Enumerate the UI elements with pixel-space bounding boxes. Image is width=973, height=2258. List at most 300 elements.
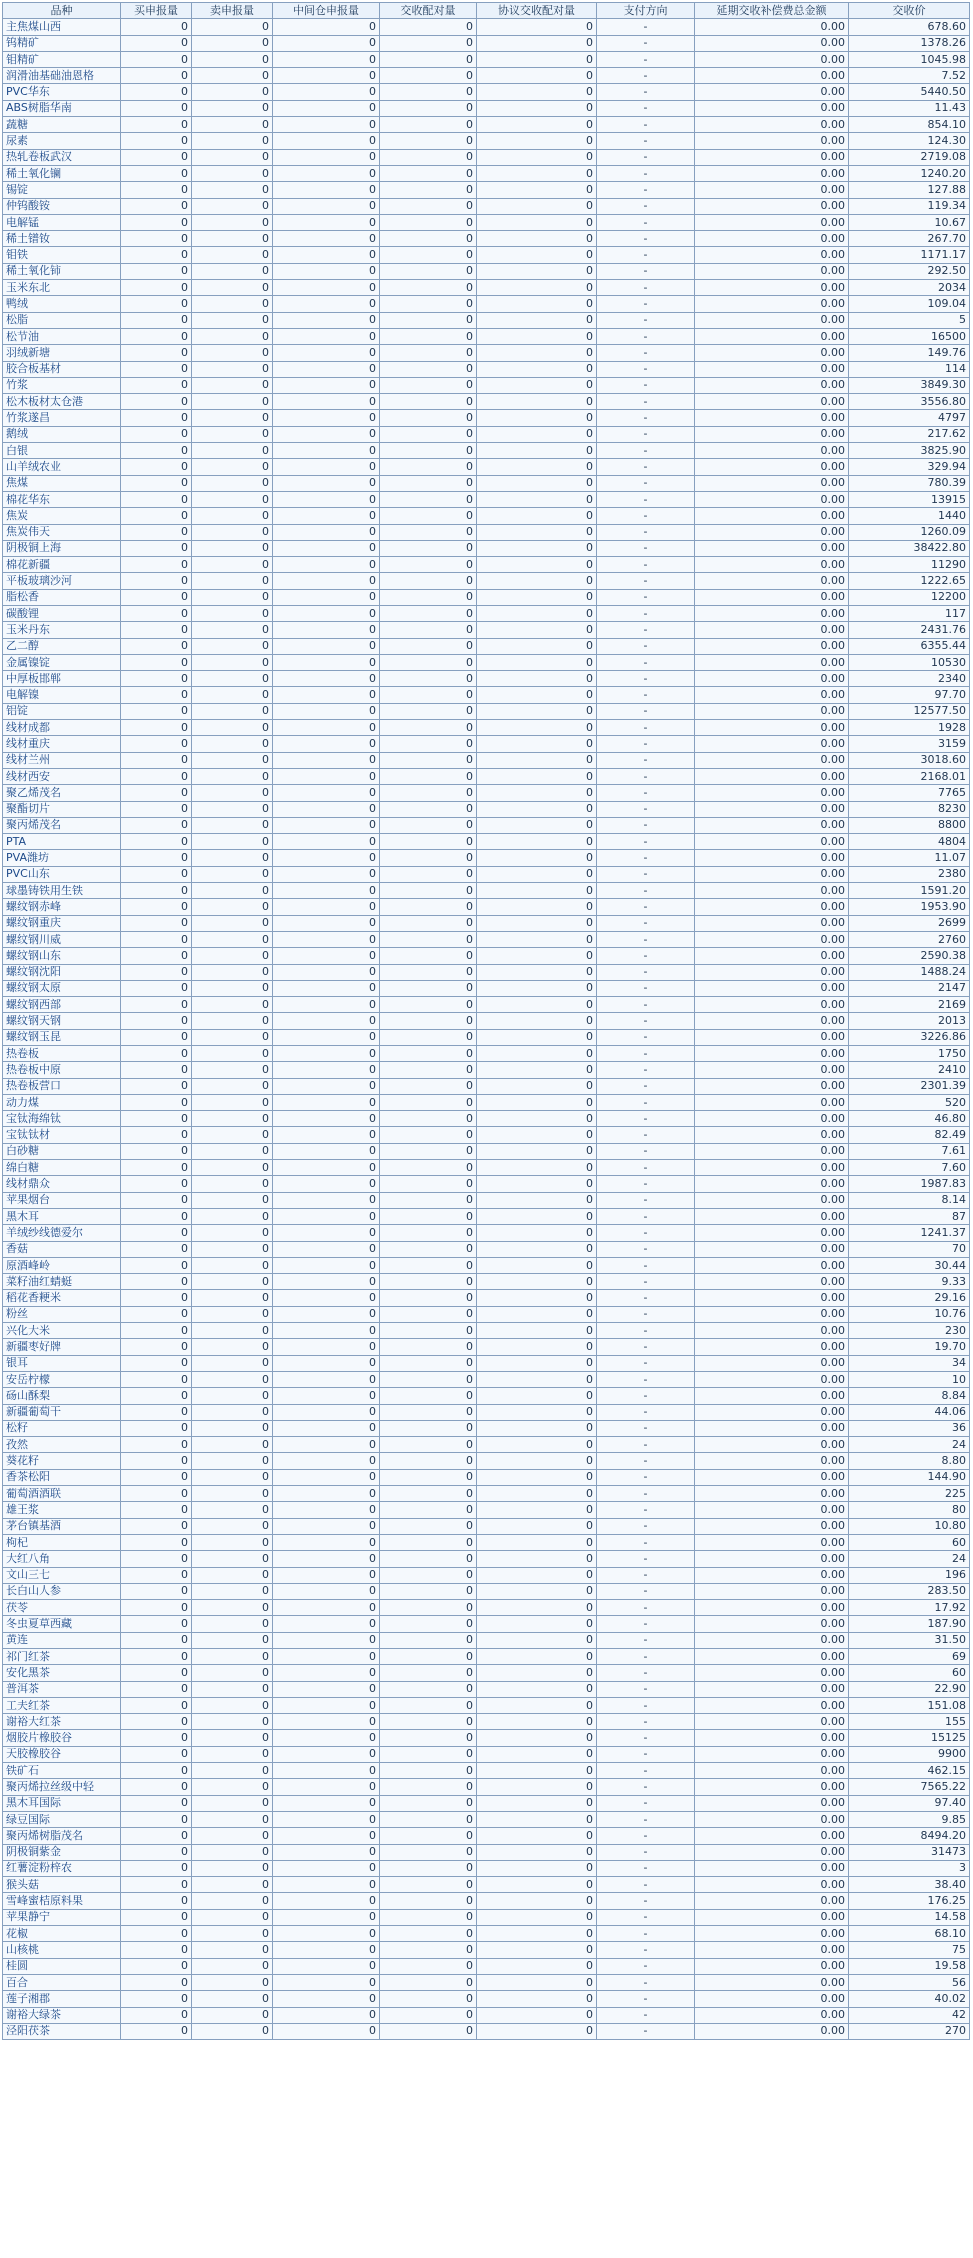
- variety-cell[interactable]: 原酒峰岭: [3, 1257, 121, 1273]
- variety-cell[interactable]: 绿豆国际: [3, 1811, 121, 1827]
- deferred-compensation-cell: 0.00: [695, 1811, 849, 1827]
- variety-cell[interactable]: 山核桃: [3, 1942, 121, 1958]
- payment-direction-cell: -: [597, 1502, 695, 1518]
- variety-cell[interactable]: 球墨铸铁用生铁: [3, 883, 121, 899]
- variety-cell[interactable]: 鸭绒: [3, 296, 121, 312]
- variety-cell[interactable]: PVC华东: [3, 84, 121, 100]
- variety-cell[interactable]: 碳酸锂: [3, 605, 121, 621]
- variety-cell[interactable]: 白砂糖: [3, 1143, 121, 1159]
- variety-cell[interactable]: 菜籽油红蜻蜓: [3, 1274, 121, 1290]
- variety-cell[interactable]: 苹果静宁: [3, 1909, 121, 1925]
- variety-cell[interactable]: 胶合板基材: [3, 361, 121, 377]
- deferred-compensation-cell: 0.00: [695, 361, 849, 377]
- variety-cell[interactable]: 铝锭: [3, 703, 121, 719]
- deferred-compensation-cell: 0.00: [695, 1942, 849, 1958]
- variety-cell[interactable]: 铁矿石: [3, 1763, 121, 1779]
- warehouse-declared-cell: 0: [273, 1583, 380, 1599]
- warehouse-declared-cell: 0: [273, 1991, 380, 2007]
- payment-direction-cell: -: [597, 1029, 695, 1045]
- variety-cell[interactable]: 黑木耳: [3, 1208, 121, 1224]
- delivery-price-cell: 24: [849, 1437, 970, 1453]
- variety-cell[interactable]: 稀土氧化铈: [3, 263, 121, 279]
- buy-declared-cell: 0: [121, 1828, 192, 1844]
- variety-cell[interactable]: 稻花香粳米: [3, 1290, 121, 1306]
- variety-cell[interactable]: 桂圆: [3, 1958, 121, 1974]
- deferred-compensation-cell: 0.00: [695, 1877, 849, 1893]
- variety-cell[interactable]: 竹浆: [3, 377, 121, 393]
- buy-declared-cell: 0: [121, 1714, 192, 1730]
- variety-cell[interactable]: 主焦煤山西: [3, 19, 121, 35]
- agreement-matched-cell: 0: [477, 654, 597, 670]
- delivery-matched-cell: 0: [380, 377, 477, 393]
- variety-cell[interactable]: 松节油: [3, 328, 121, 344]
- variety-cell[interactable]: 雪峰蜜桔原料果: [3, 1893, 121, 1909]
- variety-cell[interactable]: 兴化大米: [3, 1323, 121, 1339]
- variety-cell[interactable]: 红薯淀粉梓农: [3, 1860, 121, 1876]
- variety-cell[interactable]: 泾阳茯茶: [3, 2023, 121, 2039]
- delivery-price-cell: 31.50: [849, 1632, 970, 1648]
- table-row: [3, 768, 970, 784]
- table-row: [3, 1795, 970, 1811]
- variety-cell[interactable]: 谢裕大绿茶: [3, 2007, 121, 2023]
- agreement-matched-cell: 0: [477, 1893, 597, 1909]
- payment-direction-cell: -: [597, 345, 695, 361]
- col-header-sell-declared[interactable]: 卖申报量: [192, 3, 273, 19]
- delivery-matched-cell: 0: [380, 605, 477, 621]
- variety-cell[interactable]: 钼铁: [3, 247, 121, 263]
- delivery-matched-cell: 0: [380, 1828, 477, 1844]
- sell-declared-cell: 0: [192, 834, 273, 850]
- variety-cell[interactable]: 白银: [3, 443, 121, 459]
- variety-cell[interactable]: 聚丙烯茂名: [3, 817, 121, 833]
- delivery-price-cell: 8800: [849, 817, 970, 833]
- variety-cell[interactable]: 松木板材太仓港: [3, 394, 121, 410]
- delivery-price-cell: 3: [849, 1860, 970, 1876]
- variety-cell[interactable]: 线材西安: [3, 768, 121, 784]
- variety-cell[interactable]: 螺纹钢玉昆: [3, 1029, 121, 1045]
- delivery-matched-cell: 0: [380, 426, 477, 442]
- payment-direction-cell: -: [597, 1176, 695, 1192]
- col-header-deferred-compensation[interactable]: 延期交收补偿费总金额: [695, 3, 849, 19]
- delivery-price-cell: 7.52: [849, 68, 970, 84]
- variety-cell[interactable]: 玉米东北: [3, 280, 121, 296]
- table-row: [3, 1371, 970, 1387]
- sell-declared-cell: 0: [192, 1486, 273, 1502]
- variety-cell[interactable]: 钼精矿: [3, 51, 121, 67]
- variety-cell[interactable]: 猴头菇: [3, 1877, 121, 1893]
- variety-cell[interactable]: 新疆枣好牌: [3, 1339, 121, 1355]
- agreement-matched-cell: 0: [477, 1160, 597, 1176]
- variety-cell[interactable]: 稀土氧化镧: [3, 165, 121, 181]
- variety-cell[interactable]: 聚丙烯拉丝级中轻: [3, 1779, 121, 1795]
- variety-cell[interactable]: 热卷板中原: [3, 1062, 121, 1078]
- variety-cell[interactable]: 焦煤: [3, 475, 121, 491]
- warehouse-declared-cell: 0: [273, 752, 380, 768]
- agreement-matched-cell: 0: [477, 1404, 597, 1420]
- table-row: [3, 801, 970, 817]
- sell-declared-cell: 0: [192, 1534, 273, 1550]
- variety-cell[interactable]: 花椒: [3, 1926, 121, 1942]
- buy-declared-cell: 0: [121, 312, 192, 328]
- sell-declared-cell: 0: [192, 19, 273, 35]
- variety-cell[interactable]: 平板玻璃沙河: [3, 573, 121, 589]
- table-row: [3, 1681, 970, 1697]
- deferred-compensation-cell: 0.00: [695, 133, 849, 149]
- table-row: [3, 231, 970, 247]
- variety-cell[interactable]: 山羊绒农业: [3, 459, 121, 475]
- warehouse-declared-cell: 0: [273, 1274, 380, 1290]
- variety-cell[interactable]: 黑木耳国际: [3, 1795, 121, 1811]
- delivery-matched-cell: 0: [380, 1323, 477, 1339]
- col-header-delivery-price[interactable]: 交收价: [849, 3, 970, 19]
- variety-cell[interactable]: 螺纹钢西部: [3, 997, 121, 1013]
- delivery-price-cell: 10530: [849, 654, 970, 670]
- warehouse-declared-cell: 0: [273, 214, 380, 230]
- col-header-agreement-matched[interactable]: 协议交收配对量: [477, 3, 597, 19]
- variety-cell[interactable]: 大红八角: [3, 1551, 121, 1567]
- delivery-matched-cell: 0: [380, 1094, 477, 1110]
- variety-cell[interactable]: 天胶橡胶谷: [3, 1746, 121, 1762]
- variety-cell[interactable]: 热卷板: [3, 1046, 121, 1062]
- warehouse-declared-cell: 0: [273, 1192, 380, 1208]
- variety-cell[interactable]: 新疆葡萄干: [3, 1404, 121, 1420]
- variety-cell[interactable]: 螺纹钢太原: [3, 980, 121, 996]
- warehouse-declared-cell: 0: [273, 1502, 380, 1518]
- sell-declared-cell: 0: [192, 1893, 273, 1909]
- deferred-compensation-cell: 0.00: [695, 51, 849, 67]
- delivery-matched-cell: 0: [380, 1437, 477, 1453]
- payment-direction-cell: -: [597, 801, 695, 817]
- sell-declared-cell: 0: [192, 1616, 273, 1632]
- variety-cell[interactable]: 焦炭: [3, 508, 121, 524]
- variety-cell[interactable]: 阴极铜紫金: [3, 1844, 121, 1860]
- payment-direction-cell: -: [597, 149, 695, 165]
- table-row: [3, 1779, 970, 1795]
- variety-cell[interactable]: 螺纹钢天钢: [3, 1013, 121, 1029]
- payment-direction-cell: -: [597, 2023, 695, 2039]
- deferred-compensation-cell: 0.00: [695, 1046, 849, 1062]
- variety-cell[interactable]: 宝钛海绵钛: [3, 1111, 121, 1127]
- agreement-matched-cell: 0: [477, 165, 597, 181]
- variety-cell[interactable]: 聚酯切片: [3, 801, 121, 817]
- variety-cell[interactable]: 茯苓: [3, 1600, 121, 1616]
- deferred-compensation-cell: 0.00: [695, 296, 849, 312]
- agreement-matched-cell: 0: [477, 1746, 597, 1762]
- sell-declared-cell: 0: [192, 312, 273, 328]
- warehouse-declared-cell: 0: [273, 1143, 380, 1159]
- variety-cell[interactable]: 线材兰州: [3, 752, 121, 768]
- variety-cell[interactable]: 枸杞: [3, 1534, 121, 1550]
- variety-cell[interactable]: ABS树脂华南: [3, 100, 121, 116]
- sell-declared-cell: 0: [192, 1323, 273, 1339]
- payment-direction-cell: -: [597, 785, 695, 801]
- variety-cell[interactable]: 安岳柠檬: [3, 1371, 121, 1387]
- agreement-matched-cell: 0: [477, 459, 597, 475]
- variety-cell[interactable]: 热轧卷板武汉: [3, 149, 121, 165]
- buy-declared-cell: 0: [121, 1225, 192, 1241]
- delivery-matched-cell: 0: [380, 1046, 477, 1062]
- delivery-price-cell: 69: [849, 1648, 970, 1664]
- variety-cell[interactable]: 谢裕大红茶: [3, 1714, 121, 1730]
- warehouse-declared-cell: 0: [273, 1323, 380, 1339]
- col-header-buy-declared[interactable]: 买申报量: [121, 3, 192, 19]
- sell-declared-cell: 0: [192, 1811, 273, 1827]
- delivery-matched-cell: 0: [380, 1763, 477, 1779]
- delivery-matched-cell: 0: [380, 1339, 477, 1355]
- variety-cell[interactable]: 玉米丹东: [3, 622, 121, 638]
- warehouse-declared-cell: 0: [273, 328, 380, 344]
- agreement-matched-cell: 0: [477, 1274, 597, 1290]
- payment-direction-cell: -: [597, 931, 695, 947]
- variety-cell[interactable]: 脂松香: [3, 589, 121, 605]
- table-row: [3, 1143, 970, 1159]
- agreement-matched-cell: 0: [477, 1811, 597, 1827]
- variety-cell[interactable]: 工夫红茶: [3, 1697, 121, 1713]
- sell-declared-cell: 0: [192, 654, 273, 670]
- col-header-variety[interactable]: 品种: [3, 3, 121, 19]
- table-row: [3, 1909, 970, 1925]
- buy-declared-cell: 0: [121, 2023, 192, 2039]
- deferred-compensation-cell: 0.00: [695, 687, 849, 703]
- sell-declared-cell: 0: [192, 459, 273, 475]
- table-row: [3, 1355, 970, 1371]
- deferred-compensation-cell: 0.00: [695, 1143, 849, 1159]
- agreement-matched-cell: 0: [477, 785, 597, 801]
- delivery-price-cell: 12200: [849, 589, 970, 605]
- variety-cell[interactable]: 香菇: [3, 1241, 121, 1257]
- buy-declared-cell: 0: [121, 1844, 192, 1860]
- deferred-compensation-cell: 0.00: [695, 443, 849, 459]
- variety-cell[interactable]: 安化黑茶: [3, 1665, 121, 1681]
- variety-cell[interactable]: 宝钛钛材: [3, 1127, 121, 1143]
- variety-cell[interactable]: 香茶松阳: [3, 1469, 121, 1485]
- deferred-compensation-cell: 0.00: [695, 1648, 849, 1664]
- variety-cell[interactable]: 螺纹钢赤峰: [3, 899, 121, 915]
- delivery-matched-cell: 0: [380, 475, 477, 491]
- sell-declared-cell: 0: [192, 1127, 273, 1143]
- col-header-warehouse-declared[interactable]: 中间仓申报量: [273, 3, 380, 19]
- table-row: [3, 1469, 970, 1485]
- table-row: [3, 1860, 970, 1876]
- variety-cell[interactable]: 松籽: [3, 1420, 121, 1436]
- variety-cell[interactable]: 葡萄酒酒联: [3, 1486, 121, 1502]
- agreement-matched-cell: 0: [477, 312, 597, 328]
- sell-declared-cell: 0: [192, 100, 273, 116]
- delivery-matched-cell: 0: [380, 345, 477, 361]
- variety-cell[interactable]: 尿素: [3, 133, 121, 149]
- variety-cell[interactable]: 冬虫夏草西藏: [3, 1616, 121, 1632]
- warehouse-declared-cell: 0: [273, 1844, 380, 1860]
- variety-cell[interactable]: 棉花新疆: [3, 557, 121, 573]
- delivery-matched-cell: 0: [380, 296, 477, 312]
- variety-cell[interactable]: 中厚板邯郸: [3, 671, 121, 687]
- buy-declared-cell: 0: [121, 1681, 192, 1697]
- buy-declared-cell: 0: [121, 426, 192, 442]
- variety-cell[interactable]: 茅台镇基酒: [3, 1518, 121, 1534]
- delivery-matched-cell: 0: [380, 997, 477, 1013]
- agreement-matched-cell: 0: [477, 426, 597, 442]
- warehouse-declared-cell: 0: [273, 84, 380, 100]
- col-header-delivery-matched[interactable]: 交收配对量: [380, 3, 477, 19]
- table-row: [3, 410, 970, 426]
- sell-declared-cell: 0: [192, 394, 273, 410]
- payment-direction-cell: -: [597, 100, 695, 116]
- table-row: [3, 296, 970, 312]
- warehouse-declared-cell: 0: [273, 1437, 380, 1453]
- table-row: [3, 899, 970, 915]
- variety-cell[interactable]: 稀土镨钕: [3, 231, 121, 247]
- variety-cell[interactable]: 银耳: [3, 1355, 121, 1371]
- payment-direction-cell: -: [597, 1143, 695, 1159]
- agreement-matched-cell: 0: [477, 1225, 597, 1241]
- variety-cell[interactable]: 羊绒纱线德爱尔: [3, 1225, 121, 1241]
- table-row: [3, 834, 970, 850]
- variety-cell[interactable]: 锡锭: [3, 182, 121, 198]
- delivery-matched-cell: 0: [380, 948, 477, 964]
- warehouse-declared-cell: 0: [273, 1420, 380, 1436]
- delivery-price-cell: 56: [849, 1974, 970, 1990]
- variety-cell[interactable]: 松脂: [3, 312, 121, 328]
- variety-cell[interactable]: 线材鼎众: [3, 1176, 121, 1192]
- variety-cell[interactable]: 孜然: [3, 1437, 121, 1453]
- variety-cell[interactable]: 润滑油基础油恩格: [3, 68, 121, 84]
- sell-declared-cell: 0: [192, 377, 273, 393]
- deferred-compensation-cell: 0.00: [695, 1632, 849, 1648]
- table-row: [3, 1877, 970, 1893]
- warehouse-declared-cell: 0: [273, 1877, 380, 1893]
- variety-cell[interactable]: 线材重庆: [3, 736, 121, 752]
- sell-declared-cell: 0: [192, 768, 273, 784]
- delivery-matched-cell: 0: [380, 443, 477, 459]
- variety-cell[interactable]: 螺纹钢山东: [3, 948, 121, 964]
- delivery-price-cell: 1750: [849, 1046, 970, 1062]
- variety-cell[interactable]: 动力煤: [3, 1094, 121, 1110]
- variety-cell[interactable]: 文山三七: [3, 1567, 121, 1583]
- warehouse-declared-cell: 0: [273, 198, 380, 214]
- deferred-compensation-cell: 0.00: [695, 1991, 849, 2007]
- variety-cell[interactable]: 仲钨酸铵: [3, 198, 121, 214]
- buy-declared-cell: 0: [121, 817, 192, 833]
- warehouse-declared-cell: 0: [273, 165, 380, 181]
- variety-cell[interactable]: PTA: [3, 834, 121, 850]
- buy-declared-cell: 0: [121, 328, 192, 344]
- delivery-price-cell: 7565.22: [849, 1779, 970, 1795]
- variety-cell[interactable]: 鹅绒: [3, 426, 121, 442]
- delivery-price-cell: 109.04: [849, 296, 970, 312]
- delivery-price-cell: 31473: [849, 1844, 970, 1860]
- deferred-compensation-cell: 0.00: [695, 1958, 849, 1974]
- variety-cell[interactable]: 钨精矿: [3, 35, 121, 51]
- variety-cell[interactable]: 粉丝: [3, 1306, 121, 1322]
- col-header-payment-direction[interactable]: 支付方向: [597, 3, 695, 19]
- variety-cell[interactable]: 莲子湘郡: [3, 1991, 121, 2007]
- agreement-matched-cell: 0: [477, 361, 597, 377]
- deferred-compensation-cell: 0.00: [695, 328, 849, 344]
- variety-cell[interactable]: 电解镍: [3, 687, 121, 703]
- payment-direction-cell: -: [597, 1078, 695, 1094]
- variety-cell[interactable]: 螺纹钢重庆: [3, 915, 121, 931]
- variety-cell[interactable]: 苹果烟台: [3, 1192, 121, 1208]
- variety-cell[interactable]: 普洱茶: [3, 1681, 121, 1697]
- sell-declared-cell: 0: [192, 1143, 273, 1159]
- warehouse-declared-cell: 0: [273, 247, 380, 263]
- table-row: [3, 752, 970, 768]
- table-row: [3, 263, 970, 279]
- sell-declared-cell: 0: [192, 1942, 273, 1958]
- variety-cell[interactable]: 雄王浆: [3, 1502, 121, 1518]
- buy-declared-cell: 0: [121, 280, 192, 296]
- table-row: [3, 1323, 970, 1339]
- variety-cell[interactable]: 螺纹钢沈阳: [3, 964, 121, 980]
- variety-cell[interactable]: 棉花华东: [3, 491, 121, 507]
- sell-declared-cell: 0: [192, 589, 273, 605]
- deferred-compensation-cell: 0.00: [695, 1828, 849, 1844]
- buy-declared-cell: 0: [121, 720, 192, 736]
- table-row: [3, 1632, 970, 1648]
- variety-cell[interactable]: 线材成都: [3, 720, 121, 736]
- deferred-compensation-cell: 0.00: [695, 573, 849, 589]
- variety-cell[interactable]: 热卷板营口: [3, 1078, 121, 1094]
- sell-declared-cell: 0: [192, 703, 273, 719]
- warehouse-declared-cell: 0: [273, 915, 380, 931]
- variety-cell[interactable]: 葵花籽: [3, 1453, 121, 1469]
- variety-cell[interactable]: 阴极铜上海: [3, 540, 121, 556]
- variety-cell[interactable]: 聚丙烯树脂茂名: [3, 1828, 121, 1844]
- variety-cell[interactable]: 黄连: [3, 1632, 121, 1648]
- sell-declared-cell: 0: [192, 1469, 273, 1485]
- warehouse-declared-cell: 0: [273, 1078, 380, 1094]
- variety-cell[interactable]: 金属镍锭: [3, 654, 121, 670]
- variety-cell[interactable]: 乙二醇: [3, 638, 121, 654]
- variety-cell[interactable]: 绵白糖: [3, 1160, 121, 1176]
- variety-cell[interactable]: 螺纹钢川威: [3, 931, 121, 947]
- delivery-matched-cell: 0: [380, 1127, 477, 1143]
- warehouse-declared-cell: 0: [273, 980, 380, 996]
- sell-declared-cell: 0: [192, 410, 273, 426]
- payment-direction-cell: -: [597, 1958, 695, 1974]
- variety-cell[interactable]: 电解锰: [3, 214, 121, 230]
- buy-declared-cell: 0: [121, 589, 192, 605]
- variety-cell[interactable]: 砀山酥梨: [3, 1388, 121, 1404]
- delivery-price-cell: 1260.09: [849, 524, 970, 540]
- variety-cell[interactable]: 祁门红茶: [3, 1648, 121, 1664]
- agreement-matched-cell: 0: [477, 557, 597, 573]
- payment-direction-cell: -: [597, 1909, 695, 1925]
- variety-cell[interactable]: 焦炭伟天: [3, 524, 121, 540]
- warehouse-declared-cell: 0: [273, 1290, 380, 1306]
- variety-cell[interactable]: PVA潍坊: [3, 850, 121, 866]
- variety-cell[interactable]: 长白山人参: [3, 1583, 121, 1599]
- table-row: [3, 1339, 970, 1355]
- variety-cell[interactable]: 竹浆遂昌: [3, 410, 121, 426]
- buy-declared-cell: 0: [121, 573, 192, 589]
- variety-cell[interactable]: 烟胶片橡胶谷: [3, 1730, 121, 1746]
- buy-declared-cell: 0: [121, 214, 192, 230]
- agreement-matched-cell: 0: [477, 866, 597, 882]
- variety-cell[interactable]: 蔬糖: [3, 117, 121, 133]
- warehouse-declared-cell: 0: [273, 394, 380, 410]
- delivery-matched-cell: 0: [380, 133, 477, 149]
- delivery-matched-cell: 0: [380, 1958, 477, 1974]
- variety-cell[interactable]: 百合: [3, 1974, 121, 1990]
- variety-cell[interactable]: PVC山东: [3, 866, 121, 882]
- variety-cell[interactable]: 聚乙烯茂名: [3, 785, 121, 801]
- warehouse-declared-cell: 0: [273, 1029, 380, 1045]
- table-row: [3, 1208, 970, 1224]
- warehouse-declared-cell: 0: [273, 1974, 380, 1990]
- deferred-compensation-cell: 0.00: [695, 165, 849, 181]
- variety-cell[interactable]: 羽绒新塘: [3, 345, 121, 361]
